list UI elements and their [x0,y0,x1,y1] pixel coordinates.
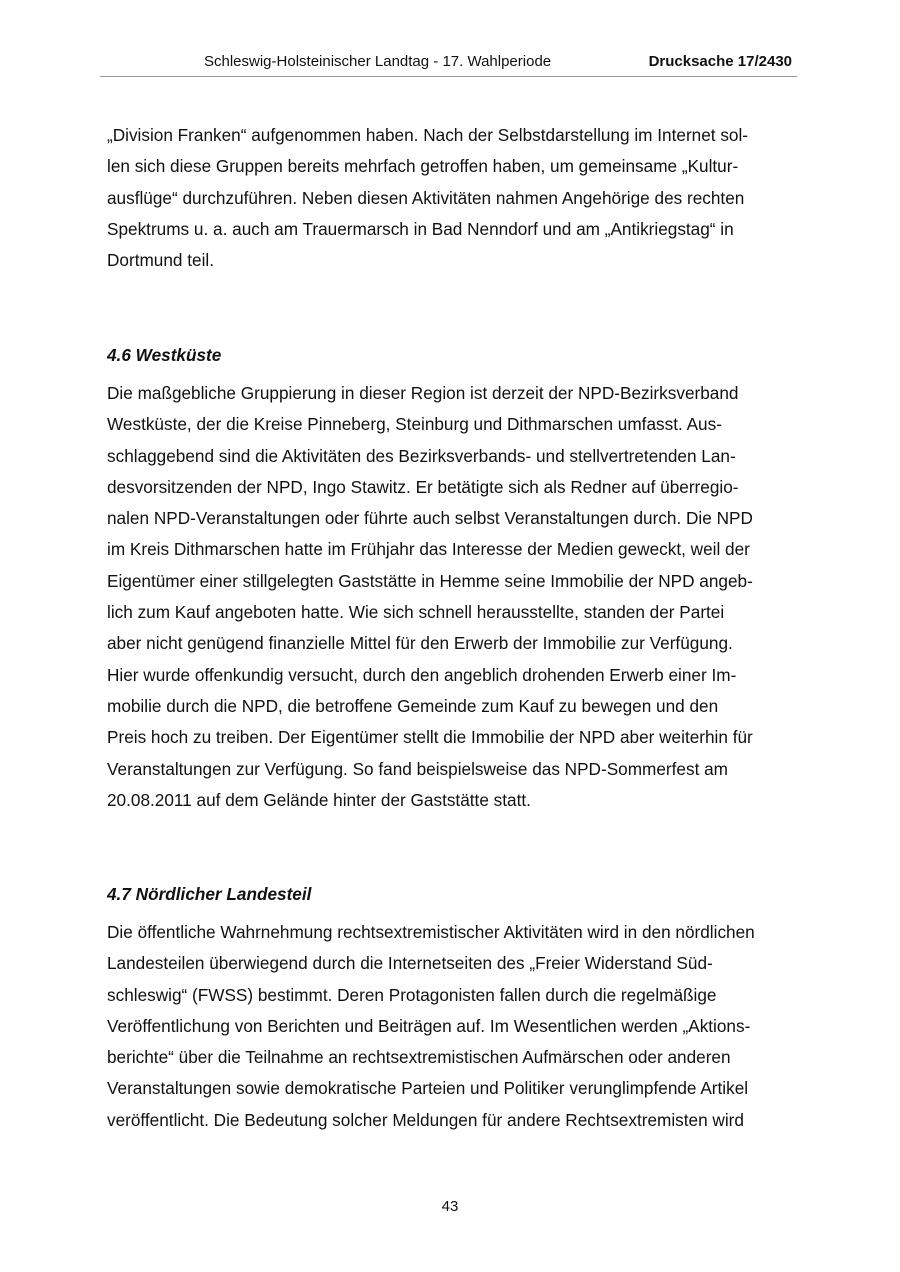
paragraph-westkueste [107,378,753,816]
header-title: Schleswig-Holsteinischer Landtag - 17. Wahlperiode [204,53,552,70]
text-line: Veröffentlichung von Berichten und Beiträgen auf. Im Wesentlichen werden „Aktions- [107,1015,751,1036]
text-line: desvorsitzenden der NPD, Ingo Stawitz. Er betätigte sich als Redner auf überregio- [107,476,739,497]
text-line: veröffentlicht. Die Bedeutung solcher Meldungen für andere Rechtsextremisten wird [107,1109,744,1130]
text-line: 20.08.2011 auf dem Gelände hinter der Gaststätte statt. [107,789,531,810]
text-line: Dortmund teil. [107,250,214,271]
text-line: Preis hoch zu treiben. Der Eigentümer stellt die Immobilie der NPD aber weiterhin für [107,727,753,748]
text-line: im Kreis Dithmarschen hatte im Frühjahr das Interesse der Medien geweckt, weil der [107,539,750,560]
text-line: berichte“ über die Teilnahme an rechtsextremistischen Aufmärschen oder anderen [107,1047,731,1068]
section-heading-4-6: 4.6 Westküste [107,345,222,365]
text-line: Die öffentliche Wahrnehmung rechtsextremistischer Aktivitäten wird in den nördlichen [107,922,755,942]
text-line: aber nicht genügend finanzielle Mittel für den Erwerb der Immobilie zur Verfügung. [107,633,733,654]
text-line: len sich diese Gruppen bereits mehrfach getroffen haben, um gemeinsame „Kultur- [107,156,739,177]
page-number: 43 [441,1198,459,1215]
text-line: Veranstaltungen sowie demokratische Parteien und Politiker verunglimpfende Artikel [107,1078,749,1099]
text-line: Veranstaltungen zur Verfügung. So fand beispielsweise das NPD-Sommerfest am [107,758,728,779]
document-number: Drucksache 17/2430 [648,53,792,70]
text-line: Die maßgebliche Gruppierung in dieser Region ist derzeit der NPD-Bezirksverband [107,383,739,403]
text-line: Landesteilen überwiegend durch die Internetseiten des „Freier Widerstand Süd- [107,953,713,974]
page-header [100,50,797,77]
section-heading-4-7: 4.7 Nördlicher Landesteil [107,884,312,904]
paragraph-intro [107,120,748,276]
text-line: schleswig“ (FWSS) bestimmt. Deren Protagonisten fallen durch die regelmäßige [107,984,717,1005]
paragraph-noerdlicher-landesteil [107,917,755,1136]
text-line: schlaggebend sind die Aktivitäten des Bezirksverbands- und stellvertretenden Lan- [107,445,736,466]
text-line: ausflüge“ durchzuführen. Neben diesen Aktivitäten nahmen Angehörige des rechten [107,187,745,208]
text-line: „Division Franken“ aufgenommen haben. Nach der Selbstdarstellung im Internet sol- [107,125,749,145]
text-line: Eigentümer einer stillgelegten Gaststätte in Hemme seine Immobilie der NPD angeb- [107,570,753,591]
text-line: Westküste, der die Kreise Pinneberg, Steinburg und Dithmarschen umfasst. Aus- [107,414,722,435]
text-line: mobilie durch die NPD, die betroffene Gemeinde zum Kauf zu bewegen und den [107,695,719,716]
text-line: lich zum Kauf angeboten hatte. Wie sich schnell herausstellte, standen der Partei [107,602,725,623]
text-line: Spektrums u. a. auch am Trauermarsch in Bad Nenndorf und am „Antikriegstag“ in [107,218,734,239]
text-line: nalen NPD-Veranstaltungen oder führte auch selbst Veranstaltungen durch. Die NPD [107,508,753,529]
text-line: Hier wurde offenkundig versucht, durch den angeblich drohenden Erwerb einer Im- [107,664,737,685]
